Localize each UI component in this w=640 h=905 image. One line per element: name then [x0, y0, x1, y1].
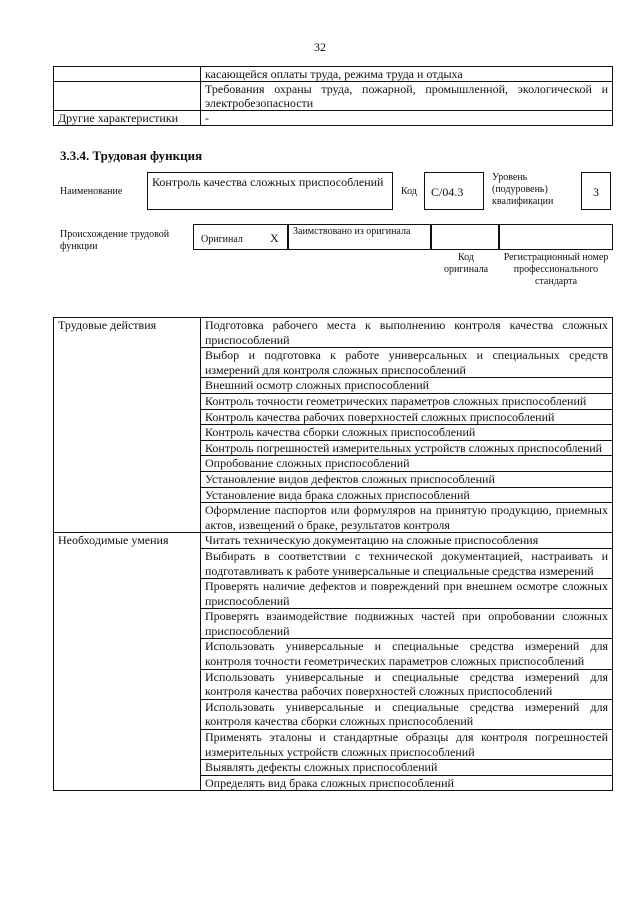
skill-item: Применять эталоны и стандартные образцы для контроля погрешностей измерительных устройств сложных приспособлений [201, 730, 613, 760]
skill-item: Читать техническую документацию на сложные приспособления [201, 533, 613, 549]
skills-label: Необходимые умения [54, 533, 201, 791]
function-name-box [147, 172, 393, 210]
skill-item: Определять вид брака сложных приспособлений [201, 775, 613, 791]
labor-action-item: Выбор и подготовка к работе универсальных и специальных средств измерений для контроля сложных приспособлений [201, 348, 613, 378]
level-label: Уровень (подуровень) квалификации [492, 172, 554, 207]
function-name-value: Контроль качества сложных приспособлений [152, 175, 384, 189]
reg-number-box [499, 224, 613, 250]
labor-action-item: Оформление паспортов или формуляров на принятую продукцию, приемных актов, извещений о браке, результатов контроля [201, 503, 613, 533]
skill-item: Выбирать в соответствии с технической документацией, настраивать и подготавливать к работе универсальные и специальные средства измерений [201, 548, 613, 578]
labor-action-item: Подготовка рабочего места к выполнению контроля качества сложных приспособлений [201, 318, 613, 348]
row-label [54, 67, 201, 82]
code-original-box [431, 224, 499, 250]
name-label: Наименование [60, 186, 123, 197]
labor-action-item: Опробование сложных приспособлений [201, 456, 613, 472]
skill-item: Использовать универсальные и специальные средства измерений для контроля качества рабочих поверхностей сложных приспособлений [201, 669, 613, 699]
skill-item: Проверять наличие дефектов и повреждений при внешнем осмотре сложных приспособлений [201, 579, 613, 609]
code-label: Код [401, 186, 417, 197]
labor-action-item: Контроль погрешностей измерительных устройств сложных приспособлений [201, 440, 613, 456]
original-box [193, 224, 288, 250]
table-row [54, 67, 613, 82]
origin-label: Происхождение трудовой функции [60, 229, 170, 252]
row-label: Другие характеристики [54, 111, 201, 126]
labor-action-item: Внешний осмотр сложных приспособлений [201, 378, 613, 394]
table-row [54, 318, 613, 348]
borrowed-label: Заимствовано из оригинала [293, 226, 411, 237]
level-value: 3 [593, 185, 599, 199]
row-text: - [201, 111, 613, 126]
labor-action-item: Контроль качества рабочих поверхностей сложных приспособлений [201, 409, 613, 425]
table-row [54, 111, 613, 126]
row-text: Требования охраны труда, пожарной, промышленной, экологической и электробезопасности [201, 82, 613, 111]
original-label: Оригинал [201, 234, 243, 245]
table-row [54, 533, 613, 549]
skill-item: Использовать универсальные и специальные средства измерений для контроля точности геометрических параметров сложных приспособлений [201, 639, 613, 669]
code-box [424, 172, 484, 210]
requirements-continuation-table [53, 66, 613, 126]
borrowed-box [288, 224, 431, 250]
skill-item: Выявлять дефекты сложных приспособлений [201, 760, 613, 776]
labor-action-item: Контроль качества сборки сложных приспособлений [201, 425, 613, 441]
labor-action-item: Установление вида брака сложных приспособлений [201, 487, 613, 503]
labor-action-item: Контроль точности геометрических параметров сложных приспособлений [201, 393, 613, 409]
page-number: 32 [314, 40, 326, 54]
labor-actions-label: Трудовые действия [54, 318, 201, 533]
labor-function-table [53, 317, 613, 791]
skill-item: Использовать универсальные и специальные средства измерений для контроля качества сборки сложных приспособлений [201, 699, 613, 729]
code-original-label: Код оригинала [443, 252, 489, 275]
original-mark: X [270, 231, 279, 245]
labor-action-item: Установление видов дефектов сложных приспособлений [201, 471, 613, 487]
table-row [54, 82, 613, 111]
reg-number-label: Регистрационный номер профессионального стандарта [503, 252, 609, 287]
row-text: касающейся оплаты труда, режима труда и отдыха [201, 67, 613, 82]
section-title: 3.3.4. Трудовая функция [60, 148, 203, 163]
row-label [54, 82, 201, 111]
code-value: С/04.3 [431, 185, 464, 199]
skill-item: Проверять взаимодействие подвижных частей при опробовании сложных приспособлений [201, 609, 613, 639]
level-box [581, 172, 611, 210]
